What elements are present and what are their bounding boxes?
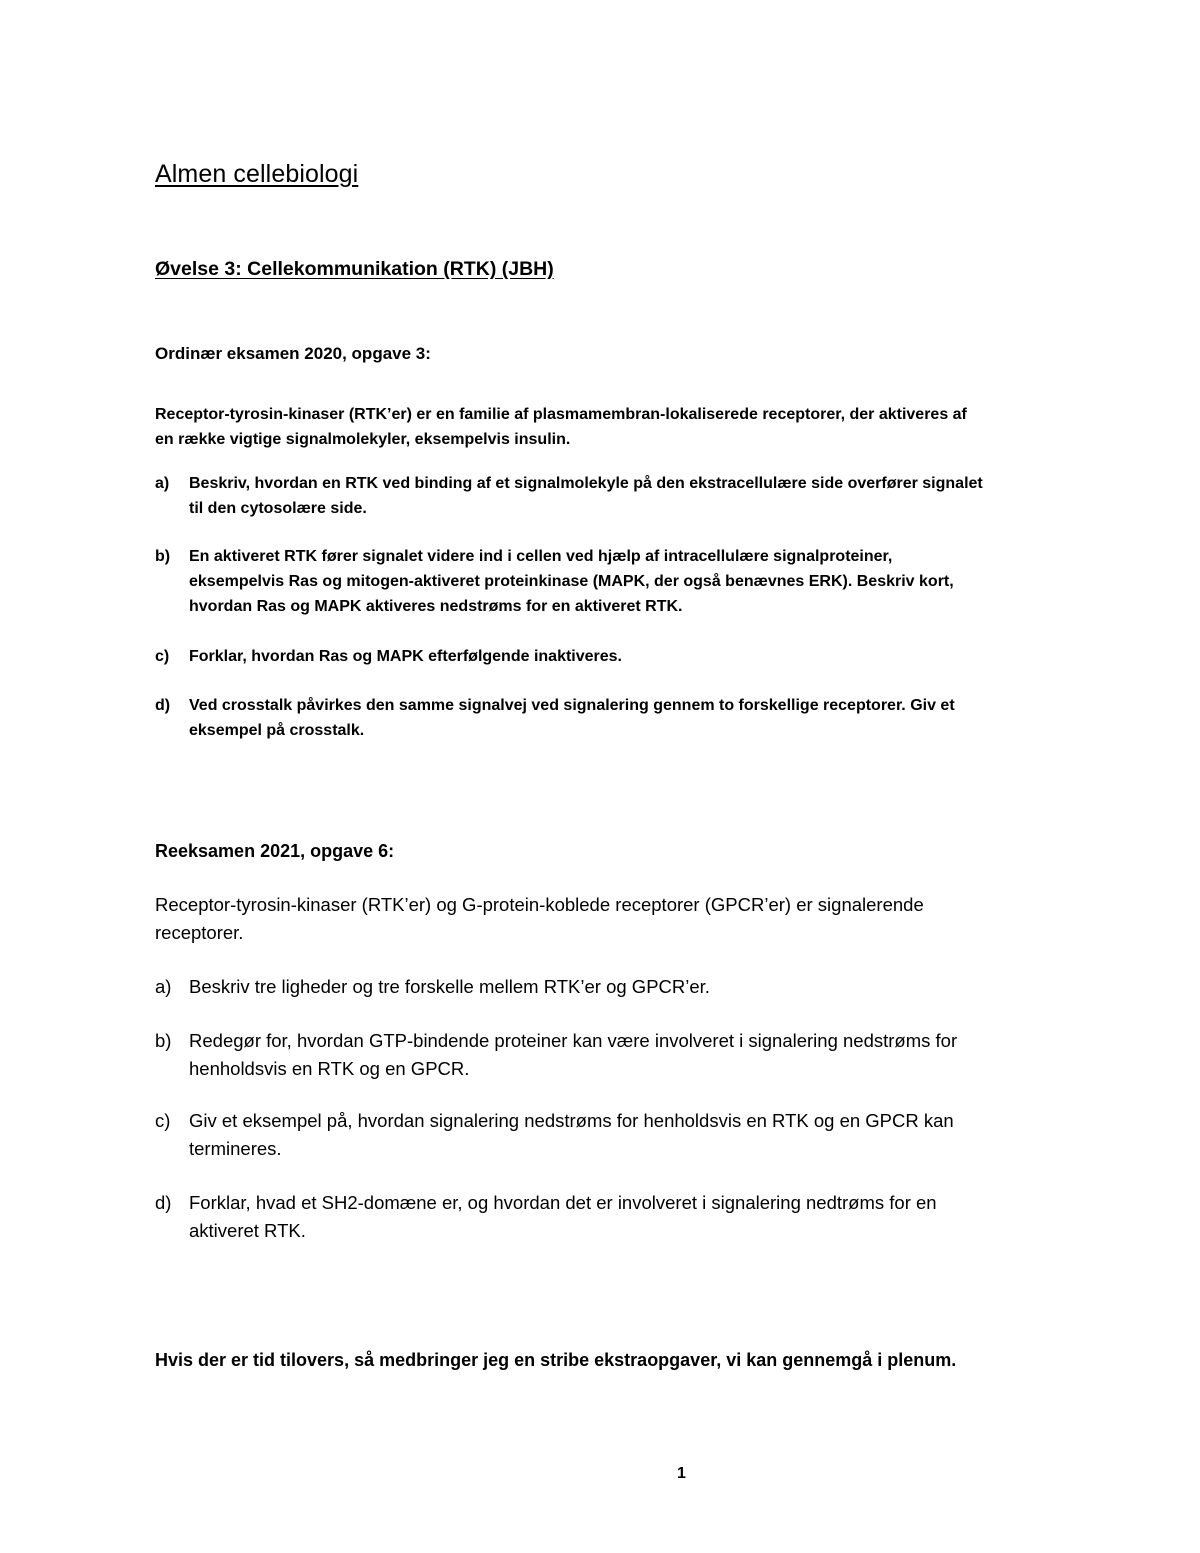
section1-intro-line1: Receptor-tyrosin-kinaser (RTK’er) er en familie af plasmamembran-lokaliserede receptorer, der aktiveres af	[155, 406, 967, 423]
closing-note: Hvis der er tid tilovers, så medbringer jeg en stribe ekstraopgaver, vi kan gennemgå i plenum.	[155, 1350, 957, 1370]
question-label: c)	[155, 648, 170, 665]
question-text	[189, 973, 1055, 1001]
page-number: 1	[677, 1465, 686, 1482]
question-line: eksempelvis Ras og mitogen-aktiveret proteinkinase (MAPK, der også benævnes ERK). Beskriv kort,	[189, 573, 954, 590]
question-line: Beskriv tre ligheder og tre forskelle mellem RTK’er og GPCR’er.	[189, 976, 710, 997]
question-line: termineres.	[189, 1138, 282, 1159]
section2-question-b	[155, 1027, 1055, 1083]
question-line: henholdsvis en RTK og en GPCR.	[189, 1058, 470, 1079]
section2-heading: Reeksamen 2021, opgave 6:	[155, 841, 395, 861]
question-line: En aktiveret RTK fører signalet videre ind i cellen ved hjælp af intracellulære signalproteiner,	[189, 548, 893, 565]
question-label: d)	[155, 1192, 172, 1213]
question-label: a)	[155, 976, 172, 997]
question-line: Beskriv, hvordan en RTK ved binding af et signalmolekyle på den ekstracellulære side overfører signalet	[189, 475, 983, 492]
question-label: d)	[155, 697, 171, 714]
section2-intro	[155, 891, 1055, 947]
section1-question-b	[155, 544, 1055, 619]
section1-question-d	[155, 693, 1055, 743]
exercise-subtitle: Øvelse 3: Cellekommunikation (RTK) (JBH)	[155, 258, 554, 280]
question-line: aktiveret RTK.	[189, 1220, 306, 1241]
section2-intro-line2: receptorer.	[155, 922, 244, 943]
section1-question-c	[155, 644, 1055, 669]
question-line: til den cytosolære side.	[189, 500, 367, 517]
section1-intro	[155, 402, 1055, 452]
question-label: c)	[155, 1110, 171, 1131]
question-label: a)	[155, 475, 170, 492]
question-text	[189, 693, 1055, 743]
question-text	[189, 544, 1055, 619]
question-text	[189, 644, 1055, 669]
question-text	[189, 1107, 1055, 1163]
section1-intro-line2: en række vigtige signalmolekyler, eksempelvis insulin.	[155, 431, 571, 448]
question-line: Forklar, hvad et SH2-domæne er, og hvordan det er involveret i signalering nedtrøms for en	[189, 1192, 937, 1213]
section1-heading: Ordinær eksamen 2020, opgave 3:	[155, 344, 431, 363]
section2-intro-line1: Receptor-tyrosin-kinaser (RTK’er) og G-protein-koblede receptorer (GPCR’er) er signalerende	[155, 894, 924, 915]
section1-question-a	[155, 471, 1055, 521]
section2-question-a	[155, 973, 1055, 1001]
question-line: Giv et eksempel på, hvordan signalering nedstrøms for henholdsvis en RTK og en GPCR kan	[189, 1110, 954, 1131]
question-line: hvordan Ras og MAPK aktiveres nedstrøms for en aktiveret RTK.	[189, 598, 683, 615]
page-title: Almen cellebiologi	[155, 160, 359, 188]
question-label: b)	[155, 1030, 172, 1051]
section2-question-d	[155, 1189, 1055, 1245]
question-line: Forklar, hvordan Ras og MAPK efterfølgende inaktiveres.	[189, 648, 622, 665]
question-line: Redegør for, hvordan GTP-bindende proteiner kan være involveret i signalering nedstrøms for	[189, 1030, 958, 1051]
question-label: b)	[155, 548, 171, 565]
question-text	[189, 1027, 1055, 1083]
question-line: Ved crosstalk påvirkes den samme signalvej ved signalering gennem to forskellige receptorer. Giv et	[189, 697, 955, 714]
section2-question-c	[155, 1107, 1055, 1163]
question-text	[189, 471, 1055, 521]
question-text	[189, 1189, 1055, 1245]
question-line: eksempel på crosstalk.	[189, 722, 365, 739]
